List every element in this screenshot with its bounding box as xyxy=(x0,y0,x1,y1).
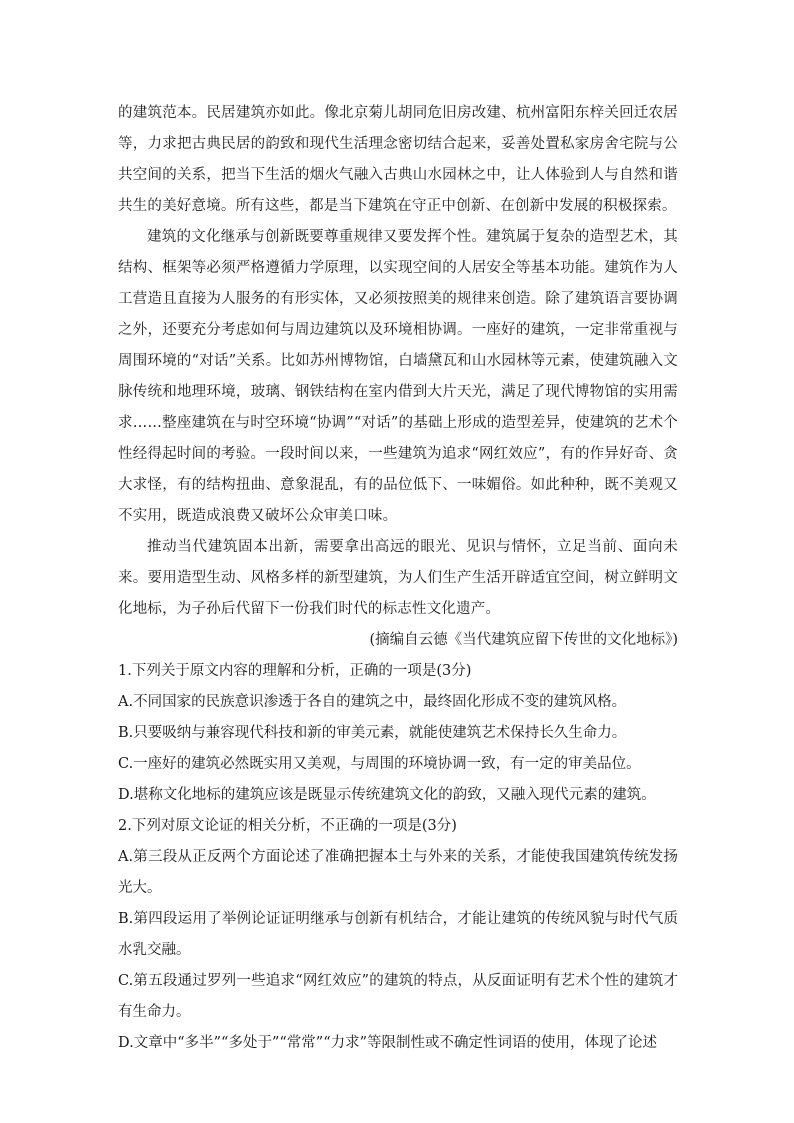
question-2 xyxy=(118,811,678,1059)
option-d: D.文章中“多半”“多处于”“常常”“力求”等限制性或不确定性词语的使用，体现了论述 xyxy=(118,1035,658,1051)
passage-paragraph-1: 的建筑范本。民居建筑亦如此。像北京菊儿胡同危旧房改建、杭州富阳东梓关回迁农居等，力求把古典民居的韵致和现代生活理念密切结合起来，妥善处置私家房舍宅院与公共空间的关系，把当下生活的烟火气融入古典山水园林之中，让人体验到人与自然和谐共生的美好意境。所有这些，都是当下建筑在守正中创新、在创新中发展的积极探索。 xyxy=(118,105,678,214)
option-b: B.只要吸纳与兼容现代科技和新的审美元素，就能使建筑艺术保持长久生命力。 xyxy=(118,725,627,741)
question-stem: 2.下列对原文论证的相关分析，不正确的一项是(3分) xyxy=(118,818,457,834)
option-a: A.第三段从正反两个方面论述了准确把握本土与外来的关系，才能使我国建筑传统发扬光大。 xyxy=(118,849,678,896)
passage-paragraph-2: 建筑的文化继承与创新既要尊重规律又要发挥个性。建筑属于复杂的造型艺术，其结构、框架等必须严格遵循力学原理，以实现空间的人居安全等基本功能。建筑作为人工营造且直接为人服务的有形实体，又必须按照美的规律来创造。除了建筑语言要协调之外，还要充分考虑如何与周边建筑以及环境相协调。一座好的建筑，一定非常重视与周围环境的“对话”关系。比如苏州博物馆，白墙黛瓦和山水园林等元素，使建筑融入文脉传统和地理环境，玻璃、钢铁结构在室内借到大片天光，满足了现代博物馆的实用需求……整座建筑在与时空环境“协调”“对话”的基础上形成的造型差异，使建筑的艺术个性经得起时间的考验。一段时间以来，一些建筑为追求“网红效应”，有的作异好奇、贪大求怪，有的结构扭曲、意象混乱，有的品位低下、一味媚俗。如此种种，既不美观又不实用，既造成浪费又破坏公众审美口味。 xyxy=(118,229,678,524)
question-1 xyxy=(118,656,678,811)
option-c: C.第五段通过罗列一些追求“网红效应”的建筑的特点，从反面证明有艺术个性的建筑才有生命力。 xyxy=(118,973,678,1020)
option-c: C.一座好的建筑必然既实用又美观，与周围的环境协调一致，有一定的审美品位。 xyxy=(118,756,641,772)
option-a: A.不同国家的民族意识渗透于各自的建筑之中，最终固化形成不变的建筑风格。 xyxy=(118,694,627,710)
option-d: D.堪称文化地标的建筑应该是既显示传统建筑文化的韵致，又融入现代元素的建筑。 xyxy=(118,787,656,803)
option-b: B.第四段运用了举例论证证明继承与创新有机结合，才能让建筑的传统风貌与时代气质水乳交融。 xyxy=(118,911,678,958)
passage-source: (摘编自云德《当代建筑应留下传世的文化地标》) xyxy=(369,632,678,648)
passage-paragraph-3: 推动当代建筑固本出新，需要拿出高远的眼光、见识与情怀，立足当前、面向未来。要用造型生动、风格多样的新型建筑，为人们生产生活开辟适宜空间，树立鲜明文化地标，为子孙后代留下一份我们时代的标志性文化遗产。 xyxy=(118,539,678,617)
question-stem: 1.下列关于原文内容的理解和分析，正确的一项是(3分) xyxy=(118,663,472,679)
document-page xyxy=(118,98,678,1059)
